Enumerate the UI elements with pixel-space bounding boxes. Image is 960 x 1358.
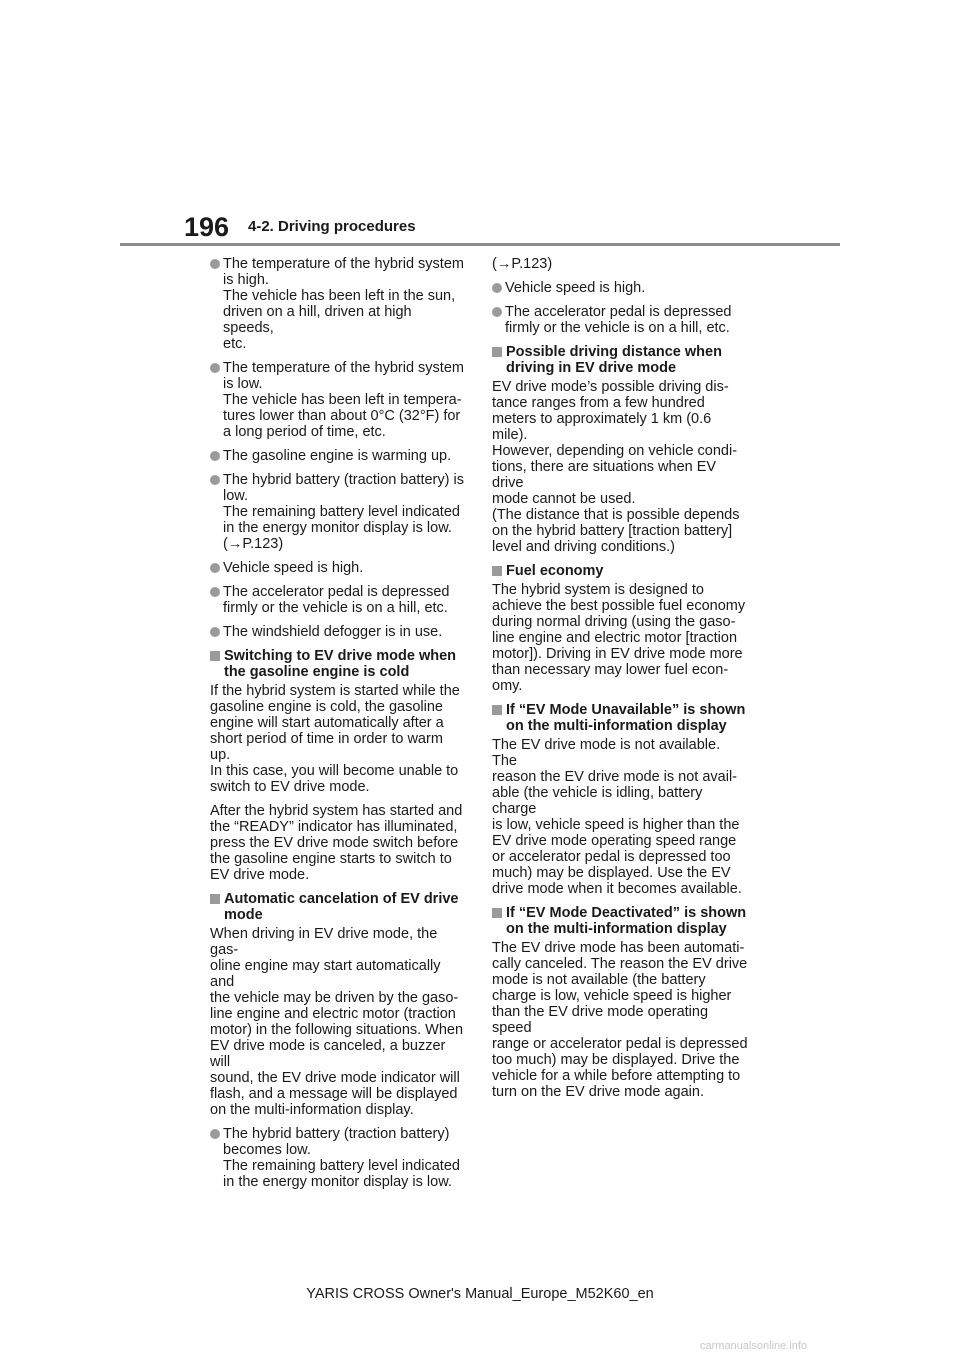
bullet-text: The accelerator pedal is depressed firmly or the vehicle is on a hill, etc. [505, 304, 732, 336]
page-reference: (→P.123) [492, 256, 553, 272]
paragraph: The EV drive mode is not available. The reason the EV drive mode is not avail- able (the vehicle is idling, battery charge is low, vehicle speed is higher than the EV drive mode operating speed range or accelerator pedal is depressed too much) may be displayed. Use the EV drive mode when it becomes available. [492, 737, 742, 897]
paragraph: When driving in EV drive mode, the gas- oline engine may start automatically and the vehicle may be driven by the gaso- line engine and electric motor (traction motor) in the following situations. When EV drive mode is canceled, a buzzer will sound, the EV drive mode indicator will flash, and a message will be displayed on the multi-information display. [210, 926, 464, 1118]
paragraph: The hybrid system is designed to achieve the best possible fuel economy during normal driving (using the gaso- line engine and electric motor [traction motor]). Driving in EV drive mode more than necessary may lower fuel econ- omy. [492, 582, 746, 694]
bullet-item [210, 472, 466, 552]
paragraph: If the hybrid system is started while the gasoline engine is cold, the gasoline engine will start automatically after a short period of time in order to warm up. In this case, you will become unable to switch to EV drive mode. [210, 683, 460, 795]
subsection-heading [492, 344, 748, 376]
subsection-heading [210, 891, 466, 923]
heading-square-icon [210, 894, 220, 904]
bullet-text: Vehicle speed is high. [223, 560, 364, 576]
bullet-text: The windshield defogger is in use. [223, 624, 443, 640]
bullet-dot-icon [210, 451, 220, 461]
bullet-item [210, 1126, 466, 1190]
subsection-heading [210, 648, 466, 680]
bullet-dot-icon [210, 1129, 220, 1139]
bullet-dot-icon [210, 363, 220, 373]
bullet-dot-icon [492, 283, 502, 293]
heading-square-icon [492, 908, 502, 918]
subsection-heading [492, 702, 748, 734]
bullet-item [492, 304, 748, 336]
bullet-item [210, 448, 466, 464]
heading-square-icon [492, 347, 502, 357]
bullet-dot-icon [210, 587, 220, 597]
bullet-item [210, 560, 466, 576]
bullet-dot-icon [210, 475, 220, 485]
bullet-dot-icon [210, 563, 220, 573]
bullet-text: The temperature of the hybrid system is high. The vehicle has been left in the sun, driven on a hill, driven at high speeds, etc. [223, 256, 464, 352]
page-number: 196 [184, 212, 230, 242]
bullet-dot-icon [210, 259, 220, 269]
heading-text: Fuel economy [506, 563, 604, 579]
bullet-item [210, 256, 466, 352]
bullet-text: The gasoline engine is warming up. [223, 448, 452, 464]
bullet-item [210, 624, 466, 640]
heading-text: Switching to EV drive mode when the gasoline engine is cold [224, 648, 457, 680]
left-column [210, 256, 466, 1198]
bullet-dot-icon [492, 307, 502, 317]
heading-square-icon [210, 651, 220, 661]
paragraph: After the hybrid system has started and the “READY” indicator has illuminated, press the EV drive mode switch before the gasoline engine starts to switch to EV drive mode. [210, 803, 463, 883]
heading-text: Possible driving distance when driving in EV drive mode [506, 344, 722, 376]
manual-footer: YARIS CROSS Owner's Manual_Europe_M52K60_en [306, 1286, 654, 1302]
bullet-text: The hybrid battery (traction battery) becomes low. The remaining battery level indicated in the energy monitor display is low. [223, 1126, 460, 1190]
header-divider [120, 243, 840, 246]
paragraph: The EV drive mode has been automati- cally canceled. The reason the EV drive mode is not available (the battery charge is low, vehicle speed is higher than the EV drive mode operating speed range or accelerator pedal is depressed too much) may be displayed. Drive the vehicle for a while before attempting to turn on the EV drive mode again. [492, 940, 748, 1100]
bullet-item [210, 584, 466, 616]
subsection-heading [492, 905, 748, 937]
heading-square-icon [492, 705, 502, 715]
page-header [0, 0, 960, 250]
paragraph: EV drive mode’s possible driving dis- tance ranges from a few hundred meters to approximately 1 km (0.6 mile). However, depending on vehicle condi- tions, there are situations when EV drive mode cannot be used. (The distance that is possible depends on the hybrid battery [traction battery] level and driving conditions.) [492, 379, 740, 555]
watermark: carmanualsonline.info [700, 1340, 808, 1352]
bullet-dot-icon [210, 627, 220, 637]
heading-square-icon [492, 566, 502, 576]
bullet-text: The hybrid battery (traction battery) is low. The remaining battery level indicated in the energy monitor display is low. (→P.123) [223, 472, 464, 552]
right-column [492, 256, 748, 1108]
bullet-text: The accelerator pedal is depressed firmly or the vehicle is on a hill, etc. [223, 584, 450, 616]
bullet-item [492, 280, 748, 296]
bullet-text: Vehicle speed is high. [505, 280, 646, 296]
subsection-heading [492, 563, 748, 579]
bullet-text: The temperature of the hybrid system is low. The vehicle has been left in tempera- tures lower than about 0°C (32°F) for a long period of time, etc. [223, 360, 464, 440]
section-title: 4-2. Driving procedures [248, 218, 416, 235]
heading-text: Automatic cancelation of EV drive mode [224, 891, 459, 923]
heading-text: If “EV Mode Unavailable” is shown on the multi-information display [506, 702, 746, 734]
bullet-item [210, 360, 466, 440]
heading-text: If “EV Mode Deactivated” is shown on the multi-information display [506, 905, 747, 937]
